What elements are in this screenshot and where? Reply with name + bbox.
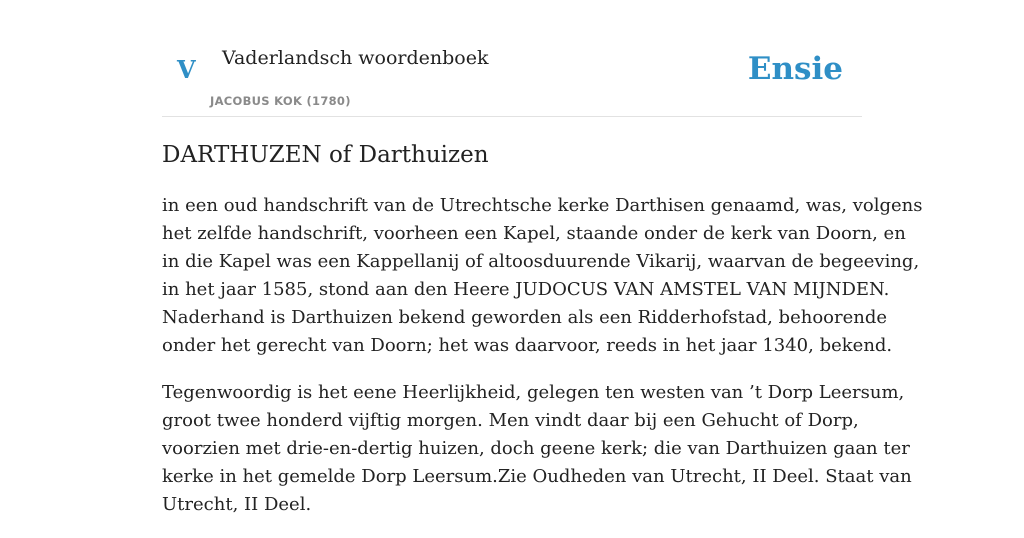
text-line: Naderhand is Darthuizen bekend geworden als een Ridderhofstad, behoorende — [162, 307, 888, 328]
text-line: Utrecht, II Deel. — [162, 494, 312, 515]
entry-paragraph — [162, 192, 923, 360]
text-line: in die Kapel was een Kappellanij of altoosduurende Vikarij, waarvan de begeeving, — [162, 251, 920, 272]
text-line: Tegenwoordig is het eene Heerlijkheid, gelegen ten westen van ’t Dorp Leersum, — [162, 382, 905, 403]
text-line: onder het gerecht van Doorn; het was daarvoor, reeds in het jaar 1340, bekend. — [162, 335, 893, 356]
entry-body — [162, 192, 923, 538]
entry-title: DARTHUZEN of Darthuizen — [162, 142, 489, 168]
book-author: JACOBUS KOK (1780) — [210, 94, 351, 108]
text-line: groot twee honderd vijftig morgen. Men vindt daar bij een Gehucht of Dorp, — [162, 410, 859, 431]
text-line: in het jaar 1585, stond aan den Heere JUDOCUS VAN AMSTEL VAN MIJNDEN. — [162, 279, 890, 300]
text-line: voorzien met drie-en-dertig huizen, doch geene kerk; die van Darthuizen gaan ter — [162, 438, 910, 459]
book-title-link[interactable]: Vaderlandsch woordenboek — [222, 47, 489, 69]
index-letter-link[interactable]: V — [177, 55, 196, 84]
text-line: kerke in het gemelde Dorp Leersum.Zie Oudheden van Utrecht, II Deel. Staat van — [162, 466, 912, 487]
ensie-logo-link[interactable]: Ensie — [747, 51, 843, 87]
text-line: het zelfde handschrift, voorheen een Kapel, staande onder de kerk van Doorn, en — [162, 223, 906, 244]
entry-paragraph — [162, 379, 912, 519]
text-line: in een oud handschrift van de Utrechtsche kerke Darthisen genaamd, was, volgens — [162, 195, 923, 216]
page-header — [162, 0, 862, 117]
